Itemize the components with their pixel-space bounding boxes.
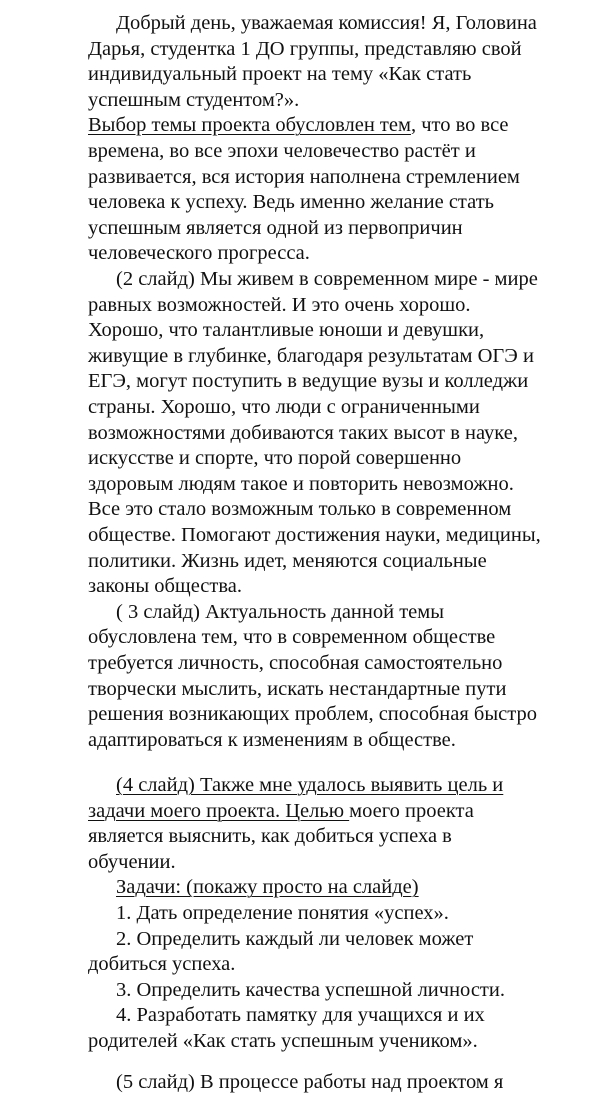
intro-line-2: Дарья, студентка 1 ДО группы, представляю свой (88, 37, 522, 60)
slide4-line-4: обучении. (88, 850, 176, 873)
intro-line-3: индивидуальный проект на тему «Как стать (88, 63, 472, 86)
slide3-line-4: творчески мыслить, искать нестандартные пути (88, 677, 507, 700)
topic-line-2: времена, во все эпохи человечество растёт и (88, 140, 476, 162)
slide2-line-7: возможностями добиваются таких высот в науке, (88, 421, 518, 444)
slide4-rest-text: моего проекта (349, 799, 474, 822)
topic-line-5: успешным является одной из первопричин (88, 216, 463, 239)
topic-line-4: человека к успеху. Ведь именно желание стать (88, 191, 495, 214)
topic-line-1 (88, 113, 509, 139)
slide2-line-10: Все это стало возможным только в современном (88, 498, 512, 521)
slide2-line-8: искусстве и спорте, что порой совершенно (88, 447, 462, 470)
task-4-line-2: родителей «Как стать успешным учеником». (88, 1030, 478, 1052)
slide3-line-2: обусловлена тем, что в современном обществе (88, 626, 496, 649)
topic-rest-text: , что во все (410, 114, 509, 137)
topic-line-3: развивается, вся история наполнена стремлением (88, 165, 520, 188)
slide3-line-3: требуется личность, способная самостоятельно (88, 652, 503, 674)
slide4-line-1: (4 слайд) Также мне удалось выявить цель и (116, 774, 504, 796)
task-2-line-2: добиться успеха. (88, 953, 236, 976)
slide4-line-2 (88, 799, 474, 825)
intro-line-1: Добрый день, уважаемая комиссия! Я, Головина (116, 12, 537, 34)
slide2-line-4: живущие в глубинке, благодаря результатам ОГЭ и (88, 344, 534, 367)
slide2-line-5: ЕГЭ, могут поступить в ведущие вузы и колледжи (88, 370, 529, 393)
slide2-line-2: равных возможностей. И это очень хорошо. (88, 293, 471, 316)
intro-line-4: успешным студентом?». (88, 88, 300, 111)
topic-line-6: человеческого прогресса. (88, 242, 310, 265)
task-4-line-1: 4. Разработать памятку для учащихся и их (116, 1004, 485, 1027)
slide4-line-3: является выяснить, как добиться успеха в (88, 825, 452, 848)
slide3-line-1: ( 3 слайд) Актуальность данной темы (116, 600, 445, 623)
slide2-line-13: законы общества. (88, 575, 243, 598)
slide3-line-6: адаптироваться к изменениям в обществе. (88, 728, 456, 751)
slide2-line-9: здоровым людям такое и повторить невозможно. (88, 472, 514, 495)
cutoff-line: (5 слайд) В процессе работы над проектом я (116, 1071, 504, 1093)
task-2-line-1: 2. Определить каждый ли человек может (116, 927, 474, 950)
slide2-line-11: обществе. Помогают достижения науки, медицины, (88, 524, 541, 546)
slide3-line-5: решения возникающих проблем, способная быстро (88, 703, 537, 726)
topic-underlined-text: Выбор темы проекта обусловлен тем (88, 114, 411, 137)
slide2-line-6: страны. Хорошо, что люди с ограниченными (88, 396, 480, 418)
slide2-line-12: политики. Жизнь идет, меняются социальные (88, 549, 487, 572)
task-1: 1. Дать определение понятия «успех». (116, 902, 449, 924)
tasks-heading: Задачи: (покажу просто на слайде) (116, 876, 419, 899)
slide4-underlined-text: задачи моего проекта. Целью (88, 799, 350, 822)
task-3: 3. Определить качества успешной личности. (116, 978, 505, 1001)
slide2-line-1: (2 слайд) Мы живем в современном мире - мире (116, 268, 538, 290)
slide2-line-3: Хорошо, что талантливые юноши и девушки, (88, 319, 485, 342)
